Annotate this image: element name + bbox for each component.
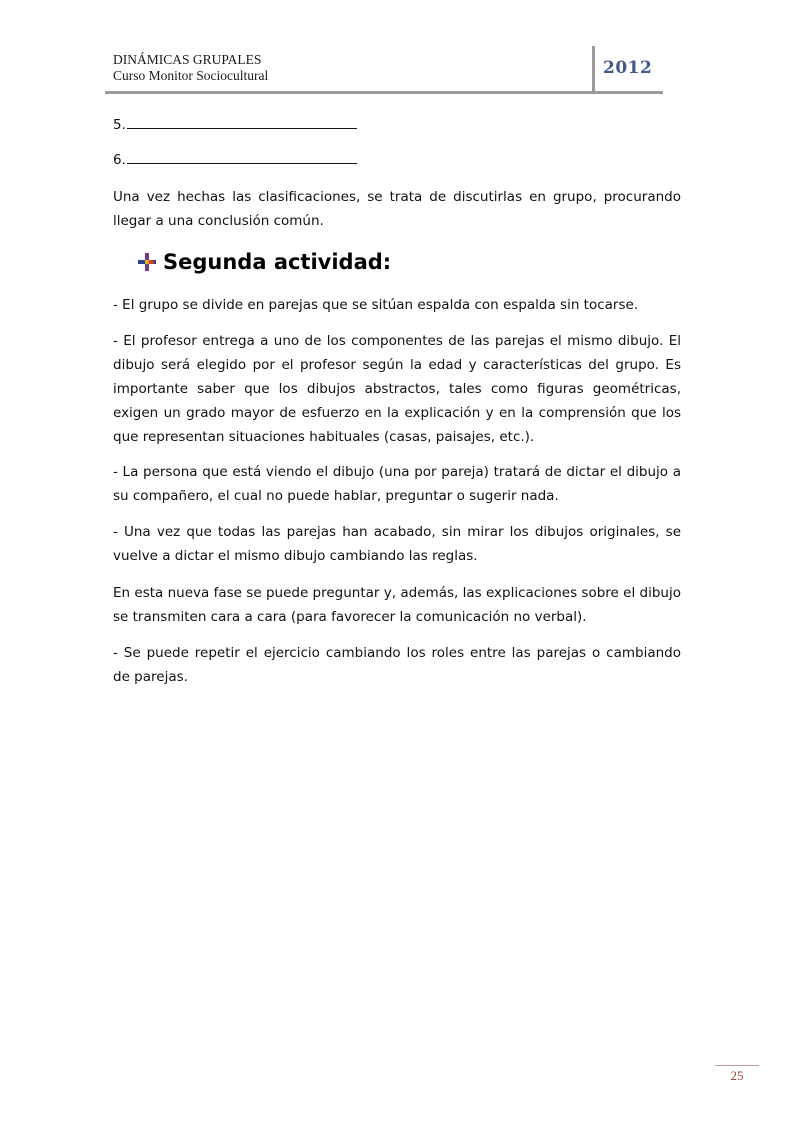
header-subtitle: Curso Monitor Sociocultural <box>113 68 269 83</box>
blank-underline <box>127 116 357 129</box>
section-heading <box>137 250 391 274</box>
bullet-cross-icon <box>137 252 157 272</box>
section-title: Segunda actividad: <box>163 250 392 274</box>
page-number: 25 <box>730 1068 744 1083</box>
paragraph-3: - La persona que está viendo el dibujo (una por pareja) tratará de dictar el dibujo a su compañero, el cual no puede hablar, preguntar o sugerir nada. <box>113 464 681 504</box>
paragraph-1: - El grupo se divide en parejas que se sitúan espalda con espalda sin tocarse. <box>113 297 639 313</box>
paragraph-4: - Una vez que todas las parejas han acabado, sin mirar los dibujos originales, se vuelve a dictar el mismo dibujo cambiando las reglas. <box>113 524 681 564</box>
paragraph-2: - El profesor entrega a uno de los componentes de las parejas el mismo dibujo. El dibujo será elegido por el profesor según la edad y características del grupo. Es importante saber que los dibujos abstractos, tales como figuras geométricas, exigen un grado mayor de esfuerzo en la explicación y en la comprensión que los que representan situaciones habituales (casas, paisajes, etc.). <box>113 333 681 445</box>
header-title-block <box>113 52 268 84</box>
blank-number: 6. <box>113 152 126 168</box>
paragraph-6: - Se puede repetir el ejercicio cambiando los roles entre las parejas o cambiando de parejas. <box>113 645 681 685</box>
intro-paragraph: Una vez hechas las clasificaciones, se trata de discutirlas en grupo, procurando llegar a una conclusión común. <box>113 189 681 229</box>
page-header <box>113 52 665 94</box>
blank-number: 5. <box>113 117 126 133</box>
paragraph-5: En esta nueva fase se puede preguntar y, además, las explicaciones sobre el dibujo se transmiten cara a cara (para favorecer la comunicación no verbal). <box>113 585 681 625</box>
blank-underline <box>127 151 357 164</box>
blank-line-5 <box>113 116 357 134</box>
header-rule <box>105 91 663 94</box>
header-year: 2012 <box>603 58 653 78</box>
header-divider <box>592 46 595 93</box>
header-title: DINÁMICAS GRUPALES <box>113 52 262 67</box>
footer-rule <box>715 1065 759 1066</box>
blank-line-6 <box>113 151 357 169</box>
